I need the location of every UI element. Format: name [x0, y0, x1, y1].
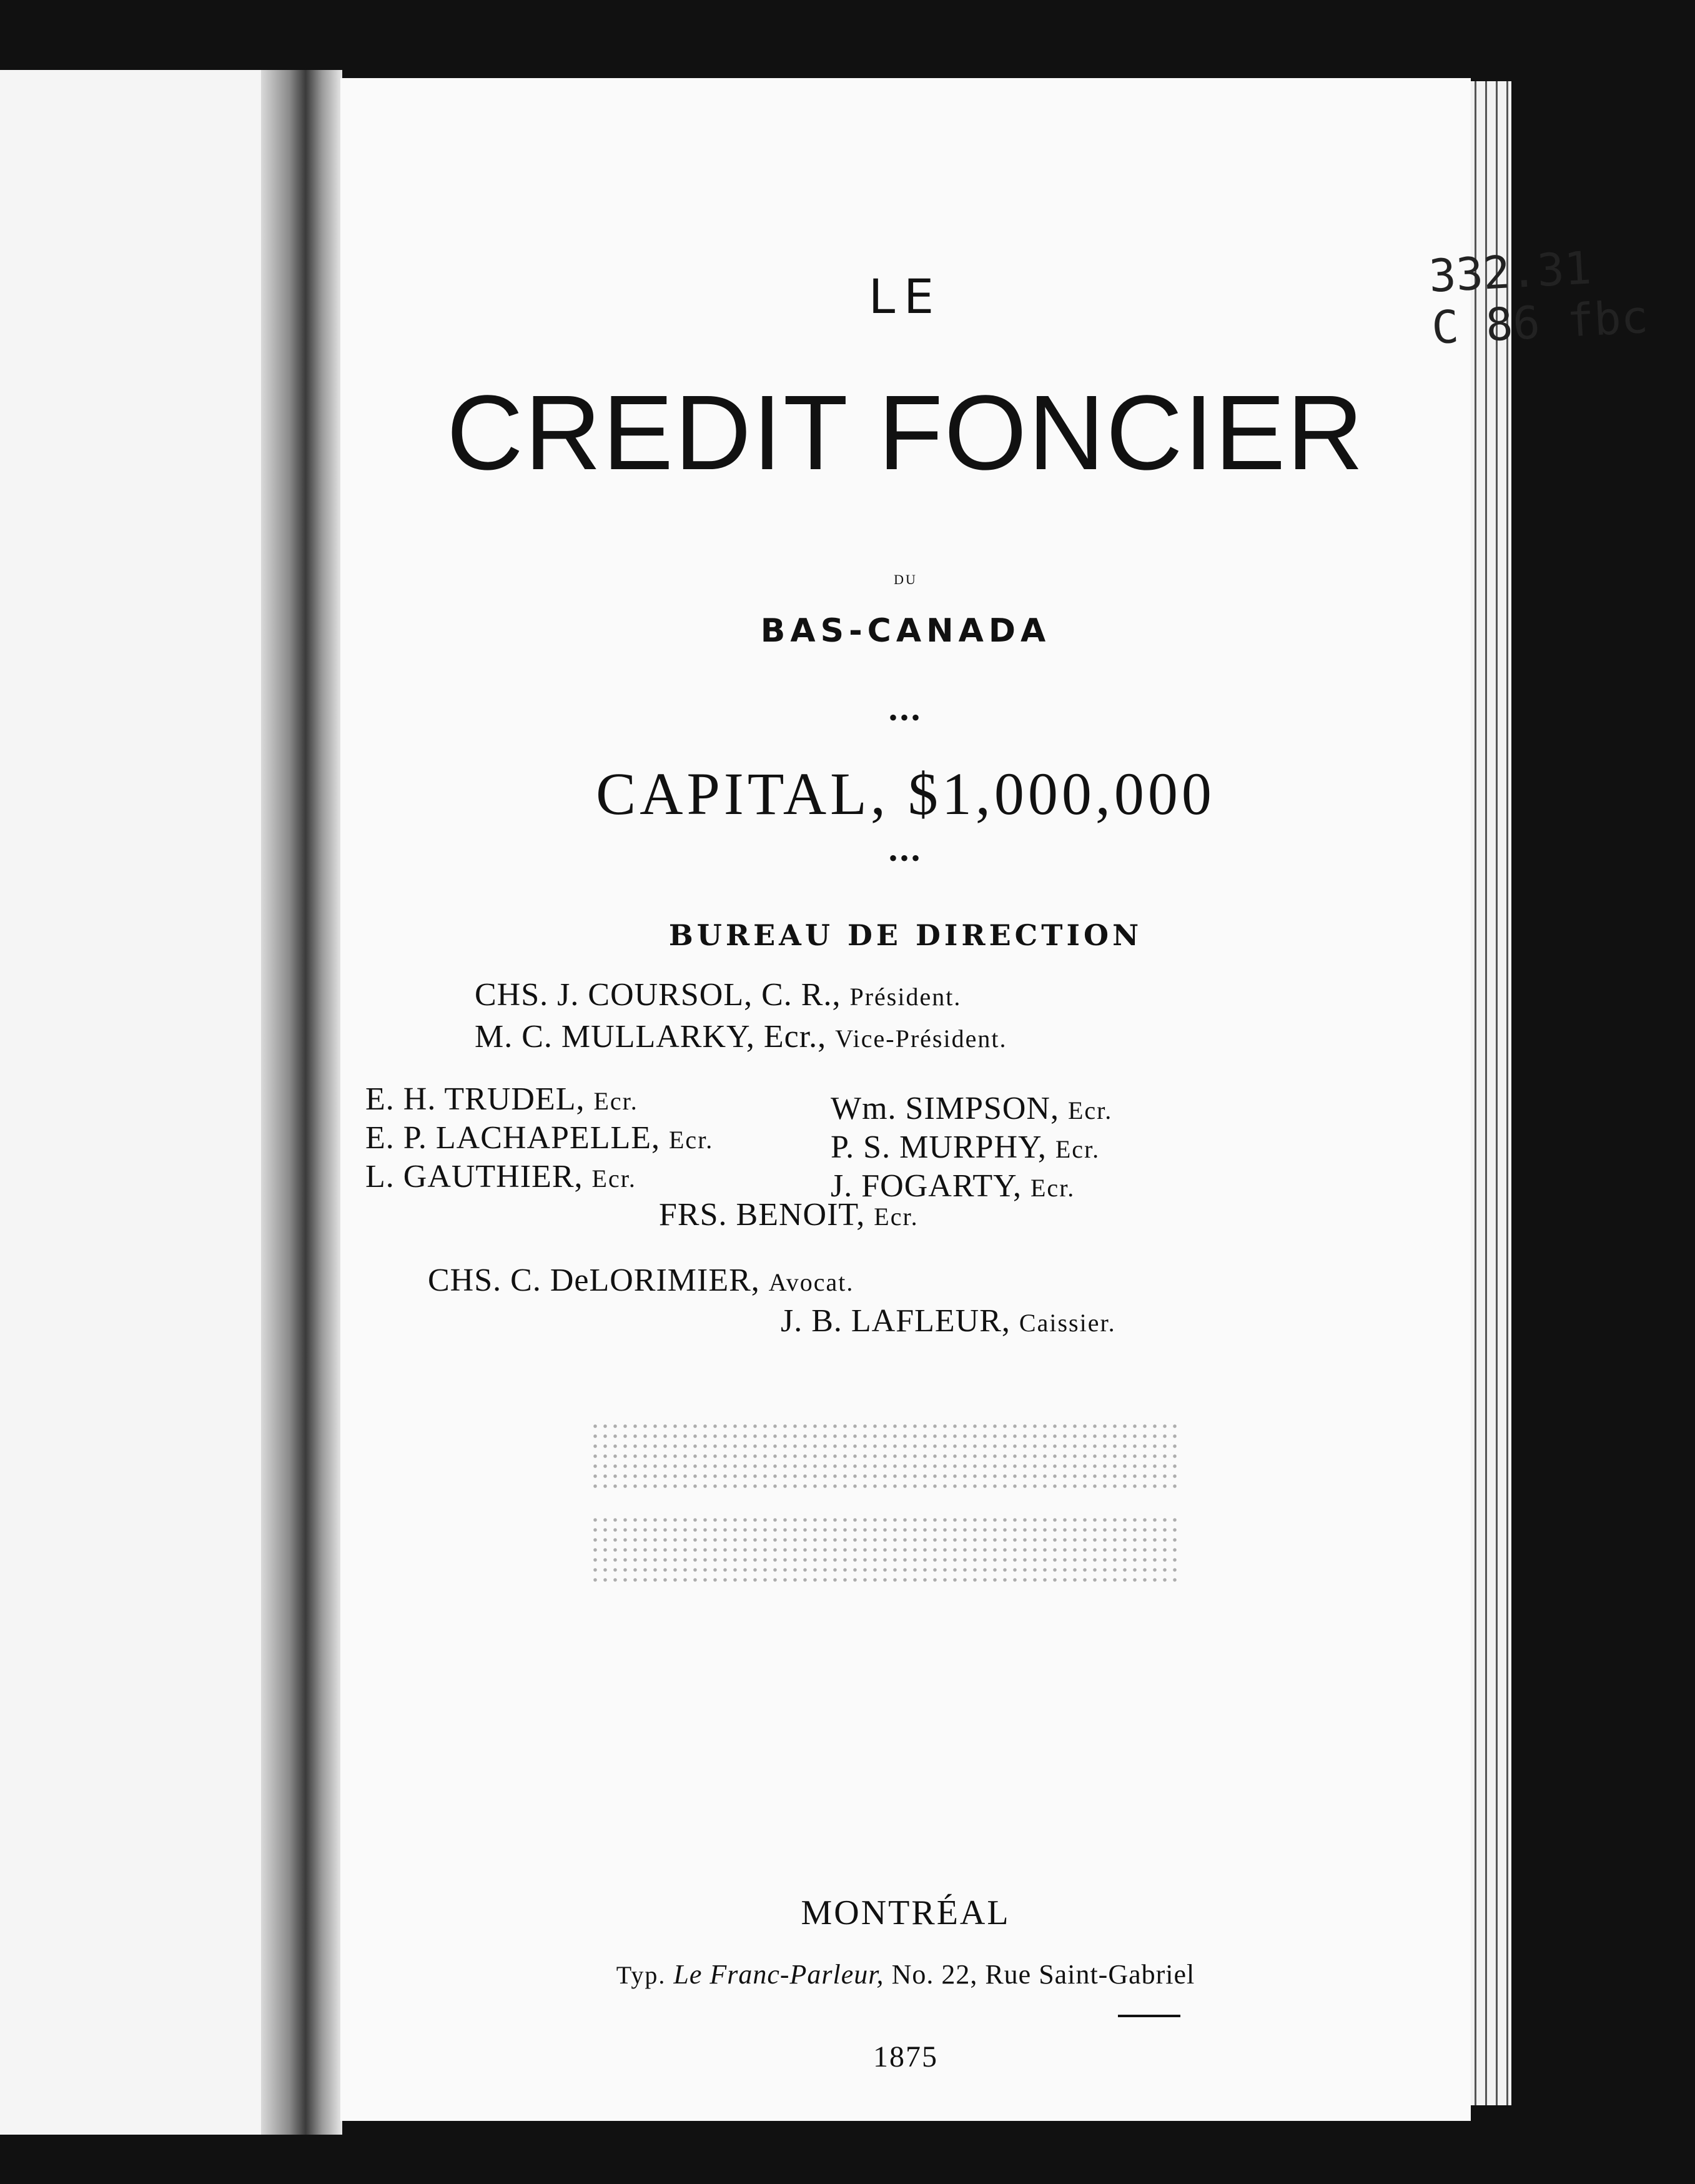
imprint-typ: Typ.: [616, 1961, 666, 1989]
perforated-library-stamp: [590, 1409, 1177, 1602]
director-left-1: [365, 1081, 638, 1118]
director-name: Wm. SIMPSON,: [831, 1091, 1059, 1126]
title-connector: DU: [894, 572, 917, 587]
staff-name: CHS. C. DeLORIMIER,: [428, 1263, 760, 1298]
left-page: [0, 70, 269, 2135]
imprint-line: [340, 1958, 1471, 1990]
director-name: J. FOGARTY,: [831, 1168, 1022, 1204]
staff-cashier: [781, 1303, 1116, 1339]
officer-name: M. C. MULLARKY, Ecr.,: [475, 1019, 827, 1055]
director-name: L. GAUTHIER,: [365, 1159, 583, 1194]
page-title: CREDIT FONCIER: [447, 374, 1365, 492]
director-name: E. H. TRUDEL,: [365, 1081, 585, 1117]
call-number-line-1: 332.31: [1427, 241, 1593, 302]
call-number-line-2: C 86 fbc: [1430, 290, 1649, 354]
ornament-2: •••: [888, 844, 922, 872]
director-center: [659, 1196, 919, 1233]
officer-role: Président.: [849, 983, 962, 1011]
director-role: Ecr.: [593, 1087, 638, 1115]
staff-name: J. B. LAFLEUR,: [781, 1303, 1011, 1339]
imprint-address: No. 22, Rue Saint-Gabriel: [891, 1959, 1195, 1990]
title-region: BAS-CANADA: [760, 612, 1051, 650]
director-right-2: [831, 1129, 1100, 1166]
officer-name: CHS. J. COURSOL, C. R.,: [475, 977, 841, 1013]
officer-president: [475, 976, 961, 1013]
director-left-3: [365, 1158, 636, 1195]
staff-role: Caissier.: [1019, 1309, 1116, 1337]
book-gutter: [261, 70, 342, 2135]
director-left-2: [365, 1119, 713, 1156]
imprint-city: MONTRÉAL: [801, 1894, 1011, 1932]
stamp-row-2: [590, 1515, 1177, 1584]
stamp-row-1: [590, 1421, 1177, 1490]
director-name: FRS. BENOIT,: [659, 1197, 866, 1233]
imprint-press: Le Franc-Parleur,: [673, 1959, 884, 1990]
title-page: [340, 78, 1649, 2121]
director-role: Ecr.: [1055, 1135, 1100, 1163]
director-role: Ecr.: [1067, 1096, 1113, 1124]
director-name: E. P. LACHAPELLE,: [365, 1120, 660, 1156]
staff-role: Avocat.: [768, 1268, 854, 1296]
bureau-heading: BUREAU DE DIRECTION: [668, 918, 1143, 952]
title-article: LE: [868, 269, 943, 324]
director-role: Ecr.: [874, 1203, 919, 1231]
director-role: Ecr.: [669, 1126, 714, 1154]
officer-role: Vice-Président.: [835, 1025, 1007, 1053]
director-role: Ecr.: [591, 1164, 636, 1193]
imprint-year: 1875: [873, 2040, 938, 2073]
director-name: P. S. MURPHY,: [831, 1129, 1047, 1165]
capital-line: CAPITAL, $1,000,000: [596, 760, 1215, 827]
ornament-1: •••: [888, 703, 922, 732]
imprint-rule: [1118, 2015, 1180, 2017]
staff-lawyer: [428, 1262, 854, 1299]
officer-vice-president: [475, 1018, 1007, 1055]
director-role: Ecr.: [1030, 1174, 1075, 1202]
director-right-1: [831, 1090, 1112, 1127]
